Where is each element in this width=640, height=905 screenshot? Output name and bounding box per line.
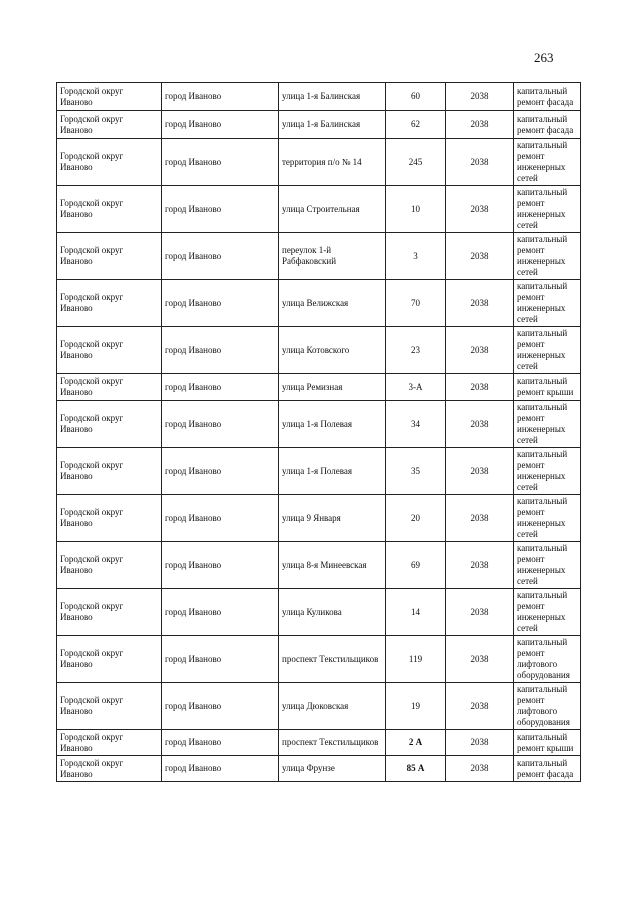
year-cell: 2038: [446, 495, 514, 542]
house-number-cell: 69: [386, 542, 446, 589]
municipality-cell: Городской округ Иваново: [57, 327, 162, 374]
year-cell: 2038: [446, 636, 514, 683]
house-number-cell: 20: [386, 495, 446, 542]
year-cell: 2038: [446, 186, 514, 233]
municipality-cell: Городской округ Иваново: [57, 730, 162, 756]
year-cell: 2038: [446, 401, 514, 448]
work-type-cell: капитальный ремонт инженерных сетей: [514, 186, 581, 233]
table-row: [57, 83, 581, 111]
year-cell: 2038: [446, 448, 514, 495]
street-cell: территория п/о № 14: [279, 139, 386, 186]
city-cell: город Иваново: [162, 683, 279, 730]
city-cell: город Иваново: [162, 636, 279, 683]
year-cell: 2038: [446, 374, 514, 401]
repair-schedule-table: [56, 82, 581, 782]
city-cell: город Иваново: [162, 589, 279, 636]
city-cell: город Иваново: [162, 111, 279, 139]
street-cell: переулок 1-й Рабфаковский: [279, 233, 386, 280]
street-cell: улица Дюковская: [279, 683, 386, 730]
street-cell: улица Фрунзе: [279, 756, 386, 782]
table-row: [57, 589, 581, 636]
work-type-cell: капитальный ремонт инженерных сетей: [514, 495, 581, 542]
house-number-cell: 70: [386, 280, 446, 327]
table-row: [57, 495, 581, 542]
city-cell: город Иваново: [162, 495, 279, 542]
municipality-cell: Городской округ Иваново: [57, 448, 162, 495]
table-row: [57, 756, 581, 782]
year-cell: 2038: [446, 589, 514, 636]
municipality-cell: Городской округ Иваново: [57, 589, 162, 636]
municipality-cell: Городской округ Иваново: [57, 401, 162, 448]
house-number-cell: 3: [386, 233, 446, 280]
city-cell: город Иваново: [162, 327, 279, 374]
table-row: [57, 683, 581, 730]
work-type-cell: капитальный ремонт инженерных сетей: [514, 280, 581, 327]
table-row: [57, 636, 581, 683]
city-cell: город Иваново: [162, 542, 279, 589]
table-row: [57, 448, 581, 495]
city-cell: город Иваново: [162, 139, 279, 186]
street-cell: улица Строительная: [279, 186, 386, 233]
street-cell: улица 1-я Балинская: [279, 111, 386, 139]
house-number-cell: 2 А: [386, 730, 446, 756]
city-cell: город Иваново: [162, 401, 279, 448]
municipality-cell: Городской округ Иваново: [57, 542, 162, 589]
street-cell: улица Котовского: [279, 327, 386, 374]
house-number-cell: 62: [386, 111, 446, 139]
municipality-cell: Городской округ Иваново: [57, 280, 162, 327]
municipality-cell: Городской округ Иваново: [57, 374, 162, 401]
table-row: [57, 186, 581, 233]
municipality-cell: Городской округ Иваново: [57, 495, 162, 542]
house-number-cell: 3-А: [386, 374, 446, 401]
city-cell: город Иваново: [162, 730, 279, 756]
city-cell: город Иваново: [162, 756, 279, 782]
street-cell: улица 1-я Полевая: [279, 401, 386, 448]
city-cell: город Иваново: [162, 186, 279, 233]
street-cell: улица 1-я Полевая: [279, 448, 386, 495]
municipality-cell: Городской округ Иваново: [57, 139, 162, 186]
year-cell: 2038: [446, 280, 514, 327]
work-type-cell: капитальный ремонт инженерных сетей: [514, 589, 581, 636]
work-type-cell: капитальный ремонт инженерных сетей: [514, 327, 581, 374]
work-type-cell: капитальный ремонт лифтового оборудования: [514, 683, 581, 730]
work-type-cell: капитальный ремонт инженерных сетей: [514, 139, 581, 186]
table-row: [57, 542, 581, 589]
work-type-cell: капитальный ремонт инженерных сетей: [514, 401, 581, 448]
municipality-cell: Городской округ Иваново: [57, 111, 162, 139]
work-type-cell: капитальный ремонт фасада: [514, 111, 581, 139]
house-number-cell: 35: [386, 448, 446, 495]
street-cell: проспект Текстильщиков: [279, 636, 386, 683]
house-number-cell: 23: [386, 327, 446, 374]
table-row: [57, 139, 581, 186]
year-cell: 2038: [446, 111, 514, 139]
work-type-cell: капитальный ремонт инженерных сетей: [514, 542, 581, 589]
work-type-cell: капитальный ремонт крыши: [514, 730, 581, 756]
street-cell: улица Ремизная: [279, 374, 386, 401]
street-cell: проспект Текстильщиков: [279, 730, 386, 756]
work-type-cell: капитальный ремонт крыши: [514, 374, 581, 401]
municipality-cell: Городской округ Иваново: [57, 83, 162, 111]
work-type-cell: капитальный ремонт инженерных сетей: [514, 448, 581, 495]
table-row: [57, 401, 581, 448]
table-row: [57, 327, 581, 374]
work-type-cell: капитальный ремонт фасада: [514, 83, 581, 111]
house-number-cell: 34: [386, 401, 446, 448]
year-cell: 2038: [446, 542, 514, 589]
work-type-cell: капитальный ремонт лифтового оборудования: [514, 636, 581, 683]
municipality-cell: Городской округ Иваново: [57, 636, 162, 683]
table-row: [57, 280, 581, 327]
street-cell: улица Куликова: [279, 589, 386, 636]
year-cell: 2038: [446, 327, 514, 374]
house-number-cell: 10: [386, 186, 446, 233]
year-cell: 2038: [446, 730, 514, 756]
city-cell: город Иваново: [162, 233, 279, 280]
table-row: [57, 730, 581, 756]
house-number-cell: 14: [386, 589, 446, 636]
table-row: [57, 374, 581, 401]
city-cell: город Иваново: [162, 280, 279, 327]
year-cell: 2038: [446, 756, 514, 782]
table-body: [57, 83, 581, 782]
year-cell: 2038: [446, 233, 514, 280]
street-cell: улица Велижская: [279, 280, 386, 327]
city-cell: город Иваново: [162, 83, 279, 111]
city-cell: город Иваново: [162, 374, 279, 401]
house-number-cell: 19: [386, 683, 446, 730]
work-type-cell: капитальный ремонт фасада: [514, 756, 581, 782]
page-number: 263: [534, 50, 554, 65]
year-cell: 2038: [446, 83, 514, 111]
street-cell: улица 8-я Минеевская: [279, 542, 386, 589]
year-cell: 2038: [446, 683, 514, 730]
city-cell: город Иваново: [162, 448, 279, 495]
table-row: [57, 111, 581, 139]
house-number-cell: 60: [386, 83, 446, 111]
house-number-cell: 85 А: [386, 756, 446, 782]
municipality-cell: Городской округ Иваново: [57, 683, 162, 730]
year-cell: 2038: [446, 139, 514, 186]
municipality-cell: Городской округ Иваново: [57, 186, 162, 233]
municipality-cell: Городской округ Иваново: [57, 233, 162, 280]
house-number-cell: 245: [386, 139, 446, 186]
house-number-cell: 119: [386, 636, 446, 683]
street-cell: улица 9 Января: [279, 495, 386, 542]
municipality-cell: Городской округ Иваново: [57, 756, 162, 782]
work-type-cell: капитальный ремонт инженерных сетей: [514, 233, 581, 280]
table-row: [57, 233, 581, 280]
street-cell: улица 1-я Балинская: [279, 83, 386, 111]
